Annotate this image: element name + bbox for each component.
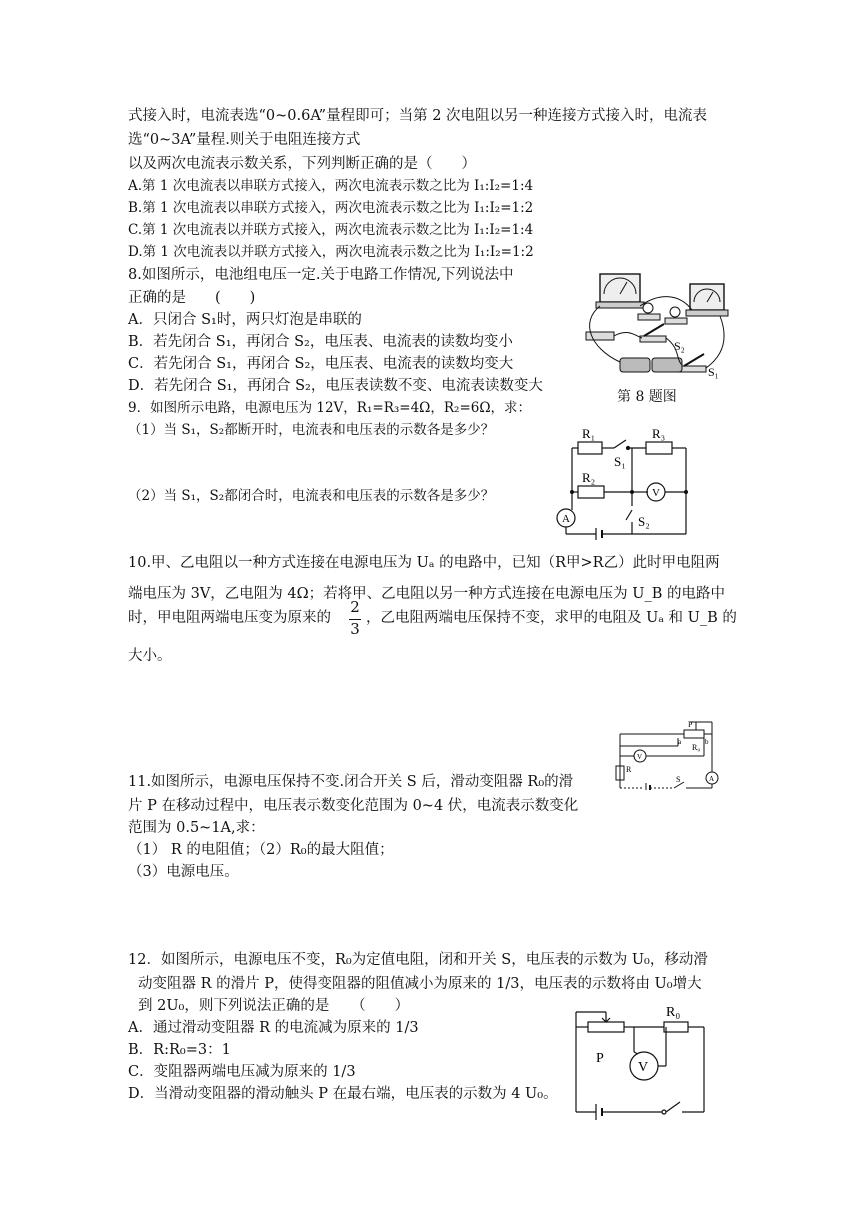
resistor-r3-icon <box>646 442 672 454</box>
q8-option-d: D．若先闭合 S₁，再闭合 S₂，电压表读数不变、电流表读数变大 <box>128 378 543 394</box>
q12-option-b: B．R:R₀=3：1 <box>128 1042 231 1058</box>
q7-option-a: A.第 1 次电流表以串联方式接入，两次电流表示数之比为 I₁:I₂=1:4 <box>128 178 534 194</box>
q8-line-1: 8.如图所示，电池组电压一定.关于电路工作情况,下列说法中 <box>128 267 514 283</box>
q11-circuit-figure <box>612 718 722 790</box>
q8-circuit-figure <box>580 262 730 380</box>
q9-line-1: 9．如图所示电路，电源电压为 12V，R₁=R₃=4Ω，R₂=6Ω，求： <box>128 400 532 416</box>
q11-line-2: 片 P 在移动过程中，电压表示数变化范围为 0~4 伏，电流表示数变化 <box>128 798 579 814</box>
voltmeter-icon <box>596 274 644 308</box>
fig-label-s2: S₂ <box>674 339 685 353</box>
q12-line-1: 12．如图所示，电源电压不变，R₀为定值电阻，闭和开关 S，电压表的示数为 U₀，移动滑 <box>128 952 708 968</box>
fig-label-p: P <box>688 720 693 729</box>
resistor-r1-icon <box>578 442 602 454</box>
q9-circuit-figure <box>546 424 706 546</box>
q8-figure-caption: 第 8 题图 <box>617 389 677 405</box>
q11-line-1: 11.如图所示，电源电压保持不变.闭合开关 S 后，滑动变阻器 R₀的滑 <box>128 774 574 790</box>
battery-icon <box>620 358 682 372</box>
fig-label-a: a <box>678 738 682 746</box>
q10-line-3a: 时，甲电阻两端电压变为原来的 <box>128 610 331 626</box>
fig-label-s: S <box>676 775 681 784</box>
fig-label-r0: R₀ <box>666 1005 681 1020</box>
resistor-r2-icon <box>578 486 604 498</box>
q12-circuit-figure <box>560 1000 720 1126</box>
fig-label-r3: R₃ <box>652 426 666 441</box>
fig-label-s2: S₂ <box>638 514 650 529</box>
q10-line-3b: ，乙电阻两端电压保持不变，求甲的电阻及 Uₐ 和 U_B 的 <box>366 610 737 626</box>
fig-label-b: b <box>705 738 709 746</box>
switch-icon <box>640 324 666 342</box>
q7-option-d: D.第 1 次电流表以并联方式接入，两次电流表示数之比为 I₁:I₂=1:2 <box>128 244 534 260</box>
q11-line-3: 范围为 0.5~1A,求： <box>128 820 265 836</box>
fig-label-r1: R₁ <box>582 426 596 441</box>
fig-label-v: V <box>652 487 660 499</box>
q9-part-1: （1）当 S₁，S₂都断开时，电流表和电压表的示数各是多少？ <box>128 422 495 438</box>
q12-option-a: A．通过滑动变阻器 R 的电流减为原来的 1/3 <box>128 1020 419 1036</box>
q12-line-2: 动变阻器 R 的滑片 P，使得变阻器的阻值减小为原来的 1/3，电压表的示数将由 U₀增大 <box>138 976 702 992</box>
resistor-r0-icon <box>664 1022 688 1032</box>
q8-option-c: C．若先闭合 S₁，再闭合 S₂，电压表、电流表的读数均变大 <box>128 356 514 372</box>
q7-option-b: B.第 1 次电流表以串联方式接入，两次电流表示数之比为 I₁:I₂=1:2 <box>128 200 534 216</box>
fig-label-am: A <box>709 775 715 783</box>
q9-part-2: （2）当 S₁，S₂都闭合时，电流表和电压表的示数各是多少？ <box>128 488 495 504</box>
fraction-denominator: 3 <box>350 620 360 638</box>
q8-option-b: B．若先闭合 S₁，再闭合 S₂，电压表、电流表的读数均变小 <box>128 334 513 350</box>
ammeter-icon <box>686 284 728 316</box>
q8-line-2: 正确的是 ( ) <box>128 290 256 306</box>
fig-label-r0: R₀ <box>692 743 701 752</box>
q7-line-1: 式接入时，电流表选“0~0.6A”量程即可；当第 2 次电阻以另一种连接方式接入时，电流表 <box>128 108 708 124</box>
fig-label-s1: S₁ <box>614 454 626 469</box>
fig-label-s1: S₁ <box>708 365 719 379</box>
q7-line-2: 选“0~3A”量程.则关于电阻连接方式 <box>128 132 361 148</box>
q7-line-3: 以及两次电流表示数关系，下列判断正确的是（ ） <box>128 156 476 172</box>
fig-label-a: A <box>562 513 570 525</box>
q10-line-2: 端电压为 3V，乙电阻为 4Ω；若将甲、乙电阻以另一种方式连接在电源电压为 U_B 的电路中 <box>128 586 726 602</box>
q12-option-c: C．变阻器两端电压减为原来的 1/3 <box>128 1064 356 1080</box>
rheostat-r-icon <box>588 1022 624 1032</box>
q12-option-d: D．当滑动变阻器的滑动触头 P 在最右端，电压表的示数为 4 U₀。 <box>128 1086 558 1102</box>
q11-line-5: （3）电源电压。 <box>128 864 239 880</box>
rheostat-r0-icon <box>684 730 704 738</box>
fig-label-r: R <box>626 765 632 774</box>
fig-label-v: V <box>638 1060 649 1075</box>
q7-option-c: C.第 1 次电流表以并联方式接入，两次电流表示数之比为 I₁:I₂=1:4 <box>128 222 534 238</box>
fig-label-p: P <box>596 1051 604 1066</box>
fig-label-r2: R₂ <box>582 470 596 485</box>
q10-line-4: 大小。 <box>128 648 172 664</box>
q12-line-3: 到 2U₀，则下列说法正确的是 （ ） <box>138 998 410 1014</box>
bulb-icon <box>665 307 687 324</box>
q8-option-a: A．只闭合 S₁时，两只灯泡是串联的 <box>128 312 362 328</box>
q11-line-4: （1） R 的电阻值；（2）R₀的最大阻值； <box>128 842 394 858</box>
switch-icon <box>680 354 706 372</box>
fig-label-v: V <box>637 753 643 761</box>
q10-line-1: 10.甲、乙电阻以一种方式连接在电源电压为 Uₐ 的电路中，已知（R甲>R乙）此时甲电阻两 <box>128 555 720 571</box>
fraction-numerator: 2 <box>350 598 360 616</box>
